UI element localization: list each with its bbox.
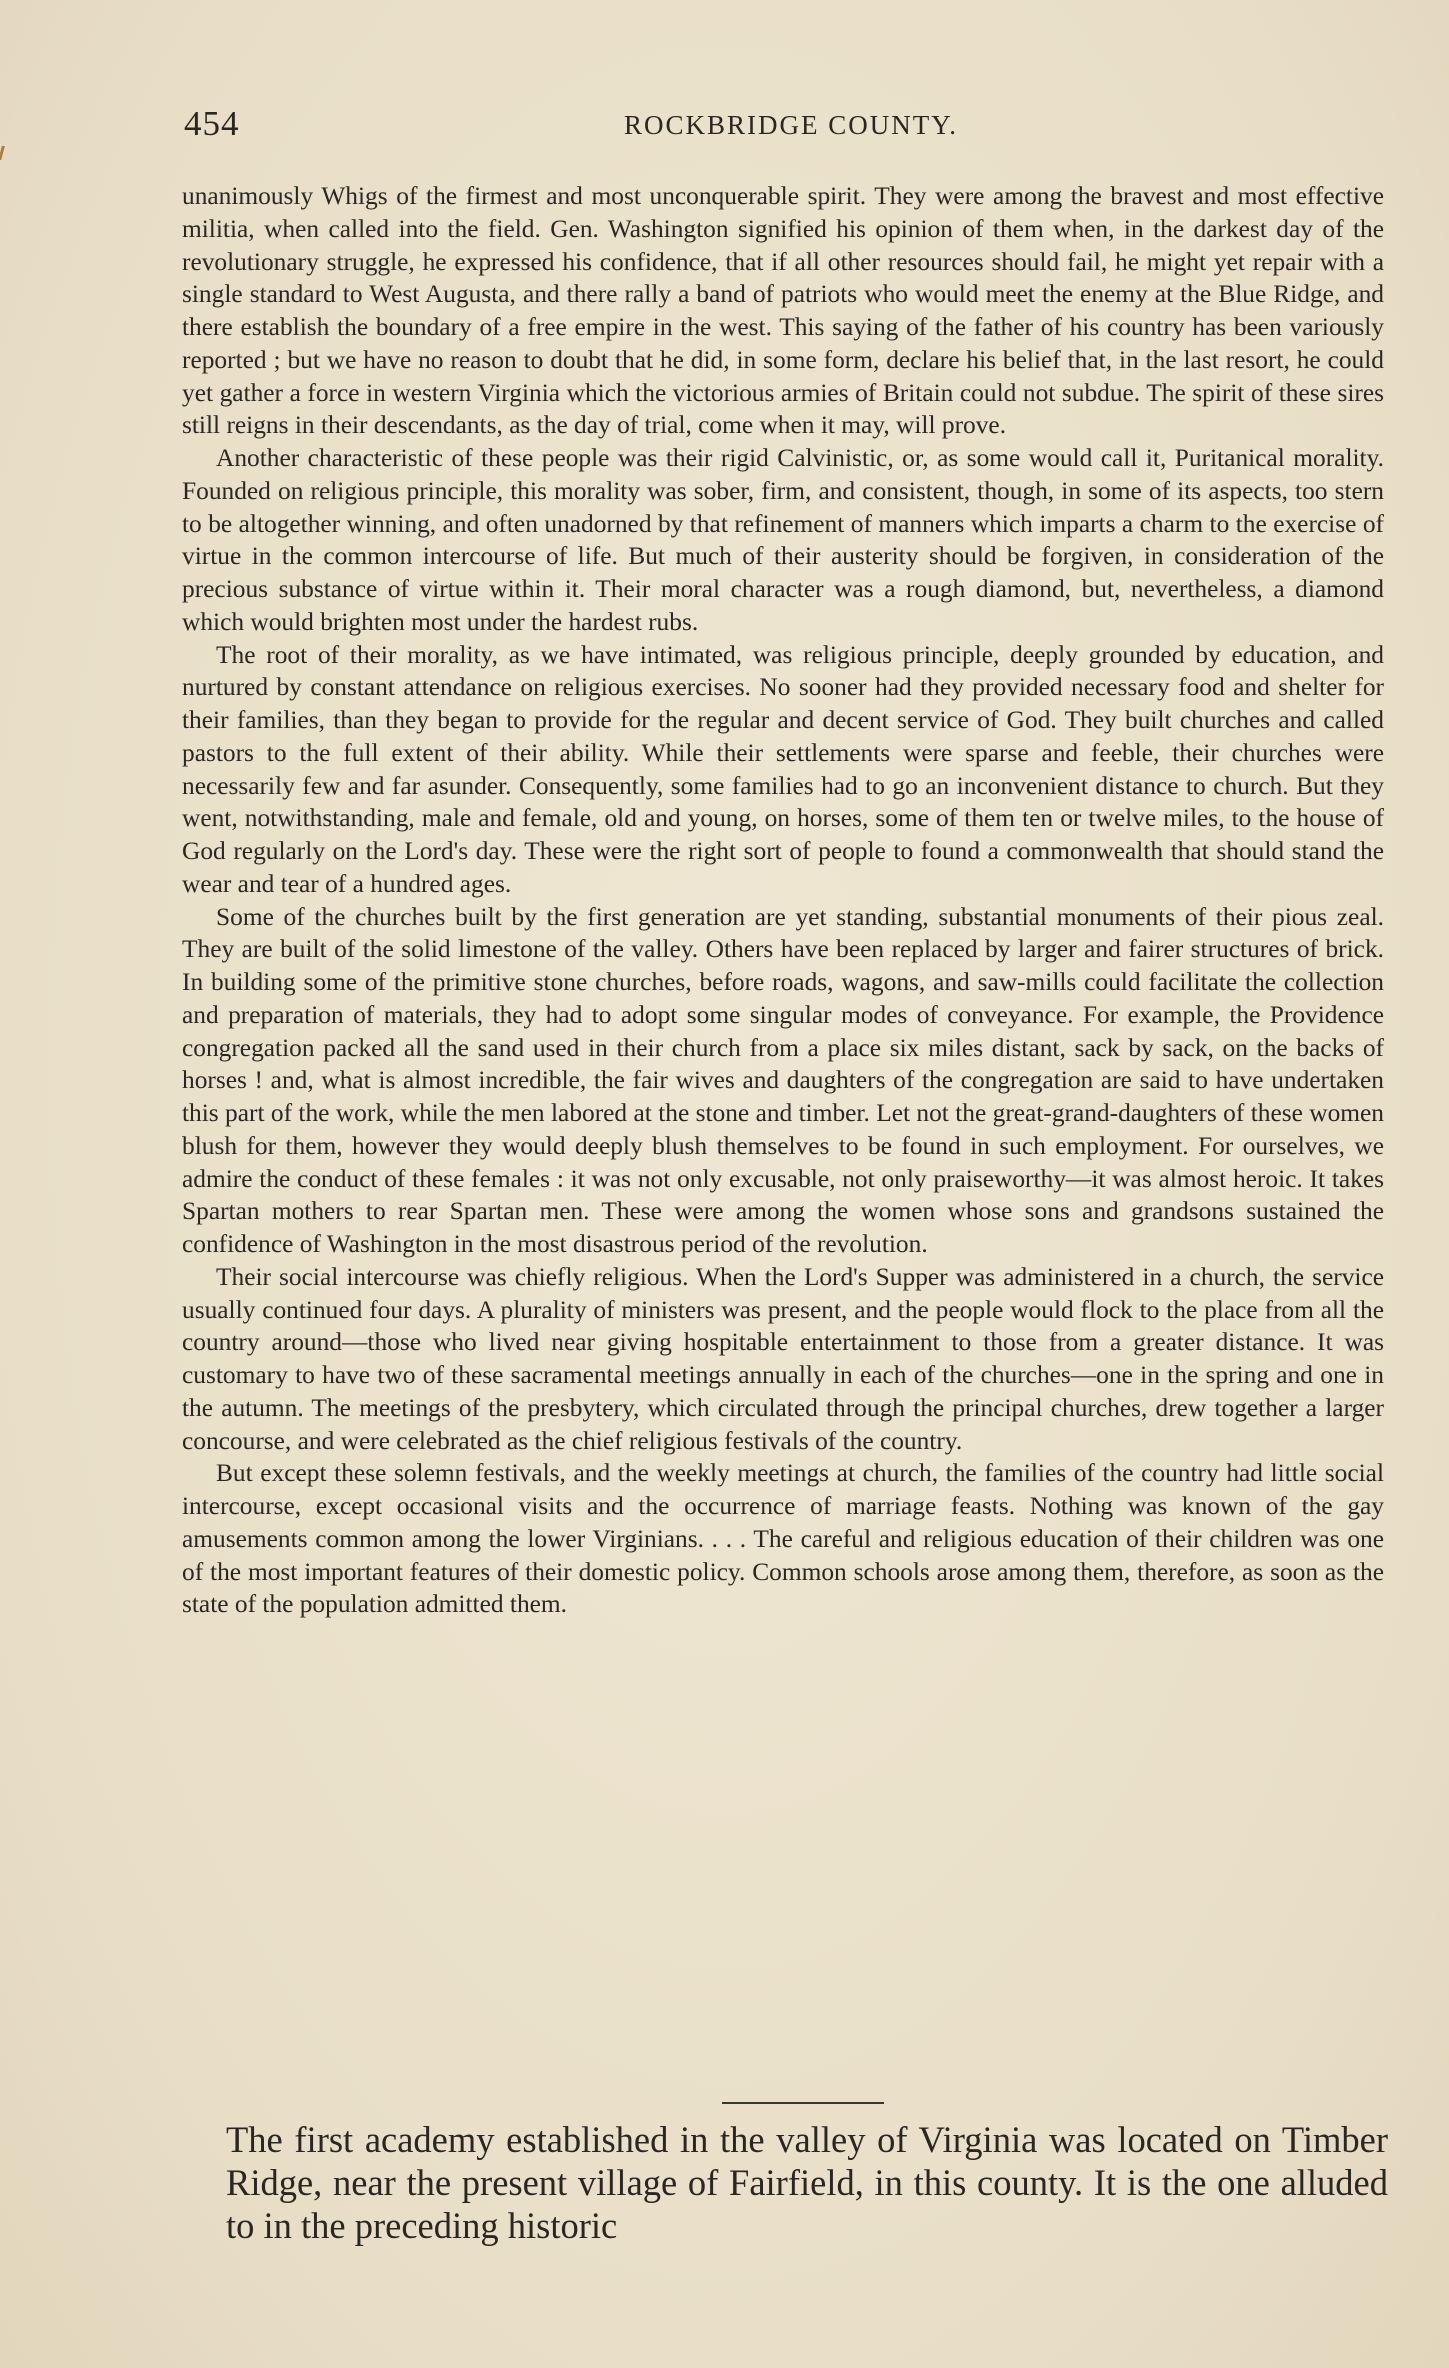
paragraph: Another characteristic of these people was their rigid Calvinistic, or, as some would call it, Puritanical morality. Founded on religious principle, this morality was sober, firm, and consistent, though, in some of its aspects, too stern to be altogether winning, and often unadorned by that refinement of manners which imparts a charm to the exercise of virtue in the common intercourse of life. But much of their austerity should be forgiven, in consideration of the precious substance of virtue within it. Their moral character was a rough diamond, but, nevertheless, a diamond which would brighten most under the hardest rubs. bbox=[182, 444, 1384, 636]
paragraph: The root of their morality, as we have intimated, was religious principle, deeply grounded by education, and nurtured by constant attendance on religious exercises. No sooner had they provided necessary food and shelter for their families, than they began to provide for the regular and decent service of God. They built churches and called pastors to the full extent of their ability. While their settlements were sparse and feeble, their churches were necessarily few and far asunder. Consequently, some families had to go an inconvenient distance to church. But they went, notwithstanding, male and female, old and young, on horses, some of them ten or twelve miles, to the house of God regularly on the Lord's day. These were the right sort of people to found a commonwealth that should stand the wear and tear of a hundred ages. bbox=[182, 640, 1384, 898]
page-number: 454 bbox=[184, 104, 240, 143]
paragraph: But except these solemn festivals, and the weekly meetings at church, the families of the country had little social intercourse, except occasional visits and the occurrence of marriage feasts. Nothing was known of the gay amusements common among the lower Virginians. . . . The careful and religious education of their children was one of the most important features of their domestic policy. Common schools arose among them, therefore, as soon as the state of the population admitted them. bbox=[182, 1459, 1384, 1619]
main-text bbox=[182, 180, 1384, 1621]
running-head: ROCKBRIDGE COUNTY. bbox=[624, 110, 959, 140]
note-text bbox=[226, 2118, 1388, 2247]
note-paragraph: The first academy established in the valley of Virginia was located on Timber Ridge, near the present village of Fairfield, in this county. It is the one alluded to in the preceding historic bbox=[226, 2119, 1388, 2246]
section-divider bbox=[722, 2102, 884, 2104]
paragraph: unanimously Whigs of the firmest and most unconquerable spirit. They were among the bravest and most effective militia, when called into the field. Gen. Washington signified his opinion of them when, in the darkest day of the revolutionary struggle, he expressed his confidence, that if all other resources should fail, he might yet repair with a single standard to West Augusta, and there rally a band of patriots who would meet the enemy at the Blue Ridge, and there establish the boundary of a free empire in the west. This saying of the father of his country has been variously reported ; but we have no reason to doubt that he did, in some form, declare his belief that, in the last resort, he could yet gather a force in western Virginia which the victorious armies of Britain could not subdue. The spirit of these sires still reigns in their descendants, as the day of trial, come when it may, will prove. bbox=[182, 182, 1384, 440]
page-header bbox=[184, 104, 1384, 154]
margin-mark bbox=[0, 146, 13, 160]
paragraph: Their social intercourse was chiefly religious. When the Lord's Supper was administered in a church, the service usually continued four days. A plurality of ministers was present, and the people would flock to the place from all the country around—those who lived near giving hospitable entertainment to those from a greater distance. It was customary to have two of these sacramental meetings annually in each of the churches—one in the spring and one in the autumn. The meetings of the presbytery, which circulated through the principal churches, drew together a larger concourse, and were celebrated as the chief religious festivals of the country. bbox=[182, 1262, 1384, 1455]
paragraph: Some of the churches built by the first generation are yet standing, substantial monuments of their pious zeal. They are built of the solid limestone of the valley. Others have been replaced by larger and fairer structures of brick. In building some of the primitive stone churches, before roads, wagons, and saw-mills could facilitate the collection and preparation of materials, they had to adopt some singular modes of conveyance. For example, the Providence congregation packed all the sand used in their church from a place six miles distant, sack by sack, on the backs of horses ! and, what is almost incredible, the fair wives and daughters of the congregation are said to have undertaken this part of the work, while the men labored at the stone and timber. Let not the great-grand-daughters of these women blush for them, however they would deeply blush themselves to be found in such employment. For ourselves, we admire the conduct of these females : it was not only excusable, not only praiseworthy—it was almost heroic. It takes Spartan mothers to rear Spartan men. These were among the women whose sons and grandsons sustained the confidence of Washington in the most disastrous period of the revolution. bbox=[182, 902, 1384, 1258]
